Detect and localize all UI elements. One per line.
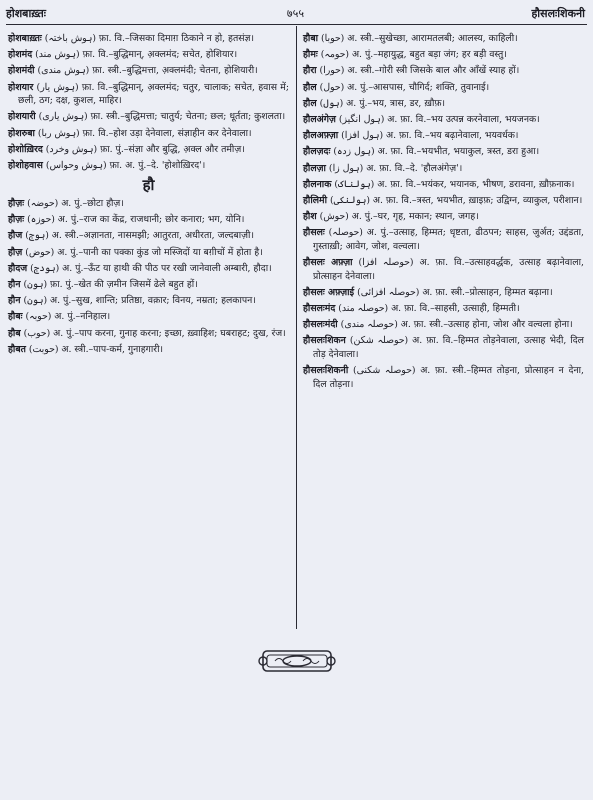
dictionary-entry — [303, 210, 584, 224]
column-divider — [296, 26, 297, 629]
dictionary-entry — [303, 113, 584, 127]
entry-definition: (ہول) अ. पुं.–भय, त्रास, डर, ख़ौफ़। — [316, 97, 446, 109]
entry-definition: (ہولنکی) अ. फ़ा. वि.–त्रस्त, भयभीत, ख़ाइफ़; उद्विग्न, व्याकुल, परीशान। — [327, 194, 583, 206]
entry-definition: (حوبہ) अ. पुं.–ननिहाल। — [22, 311, 111, 323]
dictionary-entry — [8, 246, 289, 260]
dictionary-entry — [8, 48, 289, 62]
entry-definition: (حوض) अ. पुं.–पानी का पक्का कुंड जो मस्जिदों या बग़ीचों में होता है। — [22, 246, 263, 258]
dictionary-entry — [303, 256, 584, 283]
dictionary-entry — [8, 81, 289, 108]
entry-headword: हौदज — [8, 262, 28, 274]
entry-definition: (حوصلہ) अ. पुं.–उत्साह, हिम्मत; धृष्टता, ढीठपन; साहस, जुर्अत; उद्दंडता, गुस्ताख़ी; आवेग, जोश, वल्वला। — [313, 227, 585, 252]
entry-headword: हौसलःशिकन — [303, 335, 346, 347]
entry-headword: होशबाख़्तः — [8, 33, 42, 44]
right-column — [303, 32, 584, 394]
entry-headword: हौलज़ा — [303, 162, 326, 174]
entry-definition: (ہول افزا) अ. फ़ा. वि.–भय बढ़ानेवाला, भयवर्धक। — [338, 130, 519, 142]
entry-headword: हौज़ः — [8, 214, 25, 226]
left-column — [8, 32, 289, 359]
dictionary-entry — [303, 162, 584, 176]
entry-definition: (حوصلہ شکن) अ. फ़ा. वि.–हिम्मत तोड़नेवाला, उत्साह भेदी, दिल तोड़ देनेवाला। — [313, 335, 584, 360]
dictionary-entry — [303, 48, 584, 62]
entry-headword: हौबा — [303, 33, 319, 44]
entry-definition: (حورا) अ. स्त्री.–गोरी स्त्री जिसके बाल और आँखें स्याह हों। — [316, 65, 520, 77]
entry-headword: हौन — [8, 295, 21, 307]
entry-definition: (ہوش یار) फ़ा. वि.–बुद्धिमान्, अ़क्लमंद; चतुर, चालाक; सचेत, हवास में; छली, ठग; दक्ष, कुशल, माहिर। — [18, 81, 289, 107]
entry-definition: (ہوش مند) फ़ा. वि.–बुद्धिमान्, अ़क्लमंद; सचेत, होशियार। — [32, 49, 238, 61]
entry-definition: (حوضہ) अ. पुं.–छोटा हौज़। — [24, 198, 124, 210]
entry-definition: (ہوش وحواس) फ़ा. अ. पुं.–दे. 'होशोख़िरद'। — [42, 159, 206, 171]
entry-definition: (ہوش وخرد) फ़ा. पुं.–संज्ञा और बुद्धि, अ़क्ल और तमीज़। — [42, 143, 245, 155]
dictionary-entry — [8, 262, 289, 276]
dictionary-entry — [303, 97, 584, 111]
entry-headword: हौल — [303, 97, 317, 109]
entry-headword: हौलअंगेज़ — [303, 113, 336, 125]
dictionary-entry — [8, 294, 289, 308]
entry-headword: हौसलः अफ़्ज़ाई — [303, 286, 355, 298]
section-heading: हौ — [142, 175, 155, 194]
entry-definition: (ہول انگیز) अ. फ़ा. वि.–भय उत्पन्न करनेवाला, भयजनक। — [335, 113, 540, 125]
entry-headword: हौब — [8, 327, 21, 339]
entry-definition: (حومہ) अ. पुं.–महायुद्ध, बहुत बड़ा जंग; हर बड़ी वस्तु। — [317, 49, 507, 61]
entry-headword: होशरुबा — [8, 127, 35, 139]
entry-headword: हौलअफ़्ज़ा — [303, 130, 339, 142]
entry-definition: (ہون) फ़ा. पुं.–खेत की ज़मीन जिसमें ढेले बहुत हों। — [20, 279, 198, 291]
entry-headword: हौसलःमंदी — [303, 319, 338, 331]
entry-headword: हौल — [303, 81, 317, 93]
entry-headword: हौन — [8, 279, 21, 291]
entry-headword: हौबः — [8, 311, 23, 323]
entry-definition: (حوش) अ. पुं.–घर, गृह, मकान; स्थान, जगह। — [316, 211, 479, 223]
entry-headword: हौज — [8, 230, 23, 242]
header-left-guideword: होशबाख़्तः — [6, 7, 46, 20]
dictionary-entry — [303, 178, 584, 192]
dictionary-entry — [8, 310, 289, 324]
entry-headword: हौसलःशिकनी — [303, 365, 349, 377]
entry-definition: (ہوج) अ. स्त्री.–अज्ञानता, नासमझी; आतुरता, अधीरता, जल्दबाज़ी। — [22, 230, 254, 242]
dictionary-entry — [303, 32, 584, 46]
entry-definition: (ہودج) अ. पुं.–ऊँट या हाथी की पीठ पर रखी जानेवाली अम्बारी, हौदा। — [27, 262, 272, 274]
entry-headword: होशयार — [8, 81, 34, 93]
page-header — [6, 4, 585, 24]
dictionary-entry — [303, 226, 584, 253]
entry-headword: होशमंद — [8, 49, 33, 61]
entry-definition: (حوصلہ شکنی) अ. फ़ा. स्त्री.–हिम्मत तोड़ना, प्रोत्साहन न देना, दिल तोड़ना। — [313, 365, 584, 390]
entry-definition: (ہوش مندی) फ़ा. स्त्री.–बुद्धिमत्ता, अ़क्लमंदी; चेतना, होशियारी। — [34, 65, 258, 77]
entry-definition: (ہوش یاری) फ़ा. स्त्री.–बुद्धिमत्ता; चातुर्य; चेतना; छल; धूर्तता; कुशलता। — [35, 111, 286, 123]
entry-definition: (حوبت) अ. स्त्री.–पाप-कर्म, गुनाहगारी। — [25, 343, 164, 355]
right-entries — [303, 32, 584, 391]
entry-definition: (ہول زا) अ. फ़ा. वि.–दे. 'हौलअंगेज़'। — [325, 162, 463, 174]
entry-definition: (ہولناک) अ. फ़ा. वि.–भयंकर, भयानक, भीषण, डरावना, ख़ौफ़नाक। — [331, 178, 575, 190]
entry-headword: हौरा — [303, 65, 317, 77]
entry-definition: (حوصلہ مندی) अ. फ़ा. स्त्री.–उत्साह होना, जोश और वल्वला होना। — [337, 319, 573, 331]
entry-headword: हौलिमी — [303, 194, 328, 206]
dictionary-entry — [8, 197, 289, 211]
dictionary-entry — [303, 64, 584, 78]
dictionary-entry — [8, 143, 289, 157]
left-entries-bottom — [8, 197, 289, 356]
entry-headword: होशमंदी — [8, 65, 35, 77]
dictionary-entry — [303, 286, 584, 300]
dictionary-entry — [8, 110, 289, 124]
entry-definition: (ہوش باختہ) फ़ा. वि.–जिसका दिमाग़ ठिकाने न हो, हतसंज्ञ। — [41, 33, 255, 44]
dictionary-entry — [8, 229, 289, 243]
entry-definition: (حوزہ) अ. पुं.–राज का केंद्र, राजधानी; छोर कनारा; भग, योनि। — [24, 214, 245, 226]
entry-definition: (حوب) अ. पुं.–पाप करना, गुनाह करना; इच्छा, ख़्वाहिश; घबराहट; दुख, रंज। — [20, 327, 286, 339]
page-number: ७५५ — [286, 7, 305, 20]
dictionary-entry — [8, 327, 289, 341]
entry-headword: हौज़ — [8, 246, 23, 258]
entry-headword: हौश — [303, 211, 317, 223]
dictionary-entry — [8, 64, 289, 78]
dictionary-entry — [8, 32, 289, 46]
entry-headword: हौसलः अफ़्ज़ा — [303, 257, 353, 269]
entry-definition: (حوصلہ مند) अ. फ़ा. वि.–साहसी, उत्साही, हिम्मती। — [335, 303, 520, 314]
dictionary-entry — [8, 127, 289, 141]
entry-headword: हौबत — [8, 343, 26, 355]
left-entries-top — [8, 32, 289, 173]
dictionary-entry — [303, 129, 584, 143]
dictionary-entry — [303, 194, 584, 208]
dictionary-entry — [8, 159, 289, 173]
entry-headword: हौसलः — [303, 227, 325, 239]
entry-headword: होशोख़िरद — [8, 143, 43, 155]
entry-headword: हौसलःमंद — [303, 303, 336, 314]
entry-definition: (ہوش ربا) फ़ा. वि.–होश उड़ा देनेवाला, संज्ञाहीन कर देनेवाला। — [34, 127, 252, 139]
entry-definition: (ہون) अ. पुं.–सुख, शान्ति; प्रतिष्ठा, वक़ार; विनय, नम्रता; हलकापन। — [20, 295, 256, 307]
header-right-guideword: हौसलःशिकनी — [531, 7, 585, 20]
entry-definition: (حوصلہ افزائی) अ. फ़ा. स्त्री.–प्रोत्साहन, हिम्मत बढ़ाना। — [354, 286, 553, 298]
dictionary-entry — [303, 318, 584, 332]
dictionary-entry — [303, 302, 584, 316]
dictionary-entry — [303, 364, 584, 391]
entry-headword: होशयारी — [8, 111, 36, 123]
entry-definition: (حوصلہ افزا) अ. फ़ा. वि.–उत्साहवर्द्धक, उत्साह बढ़ानेवाला, प्रोत्साहन देनेवाला। — [313, 257, 584, 282]
entry-headword: हौलनाक — [303, 178, 332, 190]
entry-definition: (حول) अ. पुं.–आसपास, चौगिर्द; शक्ति, तुवानाई। — [316, 81, 490, 93]
header-rule — [6, 24, 587, 25]
entry-definition: (ہول زدہ) अ. फ़ा. वि.–भयभीत, भयाकुल, त्रस्त, डरा हुआ। — [330, 146, 540, 158]
dictionary-entry — [8, 213, 289, 227]
dictionary-entry — [303, 334, 584, 361]
dictionary-entry — [8, 343, 289, 357]
entry-headword: हौज़ः — [8, 198, 25, 210]
entry-definition: (حوبا) अ. स्त्री.–सुखेच्छा, आरामतलबी; आलस्य, काहिली। — [318, 33, 518, 44]
ornament-icon — [257, 648, 337, 674]
entry-headword: हौमः — [303, 49, 318, 61]
entry-headword: हौलज़दः — [303, 146, 331, 158]
dictionary-entry — [303, 145, 584, 159]
entry-headword: होशोहवास — [8, 159, 43, 171]
dictionary-entry — [8, 278, 289, 292]
dictionary-entry — [303, 81, 584, 95]
